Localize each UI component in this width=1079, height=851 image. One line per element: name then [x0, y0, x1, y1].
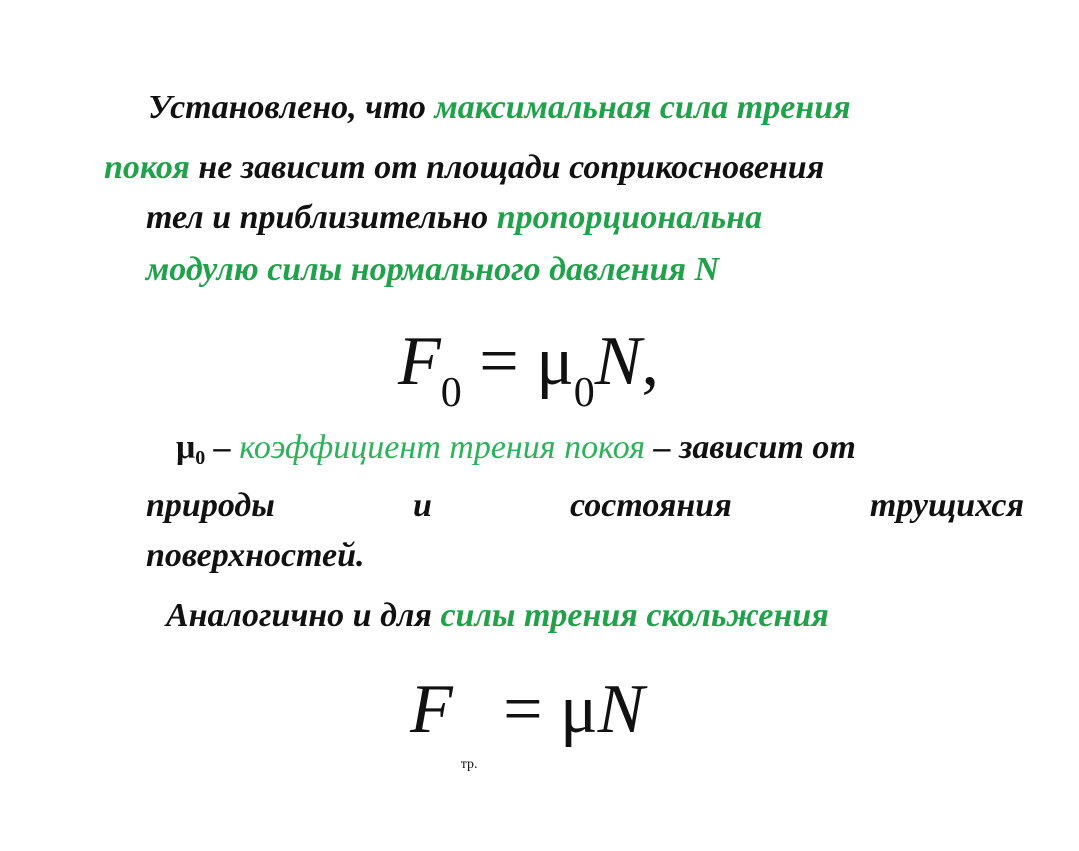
formula1-mu: μ — [536, 323, 574, 400]
formula2-N: N — [597, 671, 645, 748]
formula1-N: N — [594, 323, 642, 400]
formula2-F-sub: тр. — [460, 757, 478, 772]
paragraph1-line3 — [146, 198, 762, 238]
paragraph2-word-1: природы — [146, 487, 275, 524]
paragraph1-line2-black: не зависит от площади соприкосновения — [189, 149, 825, 186]
formula2-eq: = — [485, 671, 561, 748]
formula1-eq: = — [461, 323, 537, 400]
paragraph2-line1 — [176, 428, 856, 478]
mu0-sub: 0 — [195, 447, 206, 469]
formula1-tail: , — [641, 323, 659, 400]
paragraph2-line3-text: поверхностей. — [146, 537, 365, 574]
paragraph2-word-4: трущихся — [869, 487, 1024, 524]
formula1-F-sub: 0 — [440, 370, 462, 416]
paragraph2-green: коэффициент трения покоя — [239, 429, 646, 466]
paragraph2-dash1: – — [205, 429, 240, 466]
paragraph2-dash2: – зависит от — [645, 429, 856, 466]
paragraph2-line2 — [146, 486, 1024, 526]
formula1-F: F — [398, 323, 441, 400]
paragraph1-line4 — [146, 250, 719, 290]
formula-static-friction — [398, 322, 659, 416]
mu0-symbol — [176, 429, 206, 469]
paragraph1-line3-black: тел и приблизительно — [146, 199, 497, 236]
paragraph1-line1 — [148, 88, 851, 128]
formula1-mu-sub: 0 — [573, 370, 595, 416]
paragraph1-line4-green: модулю силы нормального давления N — [146, 251, 720, 288]
mu0-mu: μ — [176, 429, 196, 466]
paragraph1-line1-black: Установлено, что — [148, 89, 435, 126]
formula2-F: F — [410, 671, 453, 748]
paragraph2-word-3: состояния — [570, 487, 732, 524]
paragraph1-line3-green: пропорциональна — [496, 199, 763, 236]
paragraph3-green: силы трения скольжения — [440, 597, 829, 634]
paragraph2-line3 — [146, 536, 365, 576]
paragraph1-line2 — [104, 148, 824, 188]
paragraph3-black: Аналогично и для — [166, 597, 441, 634]
formula2-mu: μ — [560, 671, 598, 748]
paragraph1-line2-green: покоя — [104, 149, 190, 186]
paragraph2-word-2: и — [412, 487, 432, 524]
paragraph3-line1 — [166, 596, 829, 636]
formula-sliding-friction — [410, 670, 645, 772]
paragraph1-line1-green: максимальная сила трения — [434, 89, 851, 126]
